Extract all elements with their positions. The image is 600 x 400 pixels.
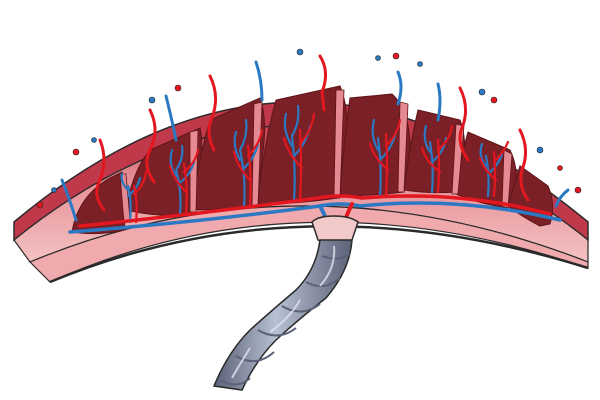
vessel-dot	[418, 62, 423, 67]
maternal-vein-4	[398, 72, 401, 104]
vessel-dot	[575, 187, 581, 193]
umbilical-cord-body	[214, 240, 352, 390]
vessel-dot	[393, 53, 399, 59]
vessel-dot	[297, 49, 303, 55]
maternal-vein-5	[438, 84, 440, 120]
vessel-dot	[491, 97, 497, 103]
vessel-dot	[376, 56, 381, 61]
umbilical-cord	[214, 240, 352, 390]
vessel-dot	[37, 202, 43, 208]
vessel-dot	[149, 97, 155, 103]
vessel-dot	[92, 138, 97, 143]
vessel-dot	[73, 149, 79, 155]
vessel-dot	[52, 188, 57, 193]
vessel-dot	[537, 147, 543, 153]
vessel-dot	[479, 89, 485, 95]
maternal-vein-3	[256, 62, 262, 100]
vessel-dot	[558, 166, 563, 171]
vessel-dot	[175, 85, 181, 91]
